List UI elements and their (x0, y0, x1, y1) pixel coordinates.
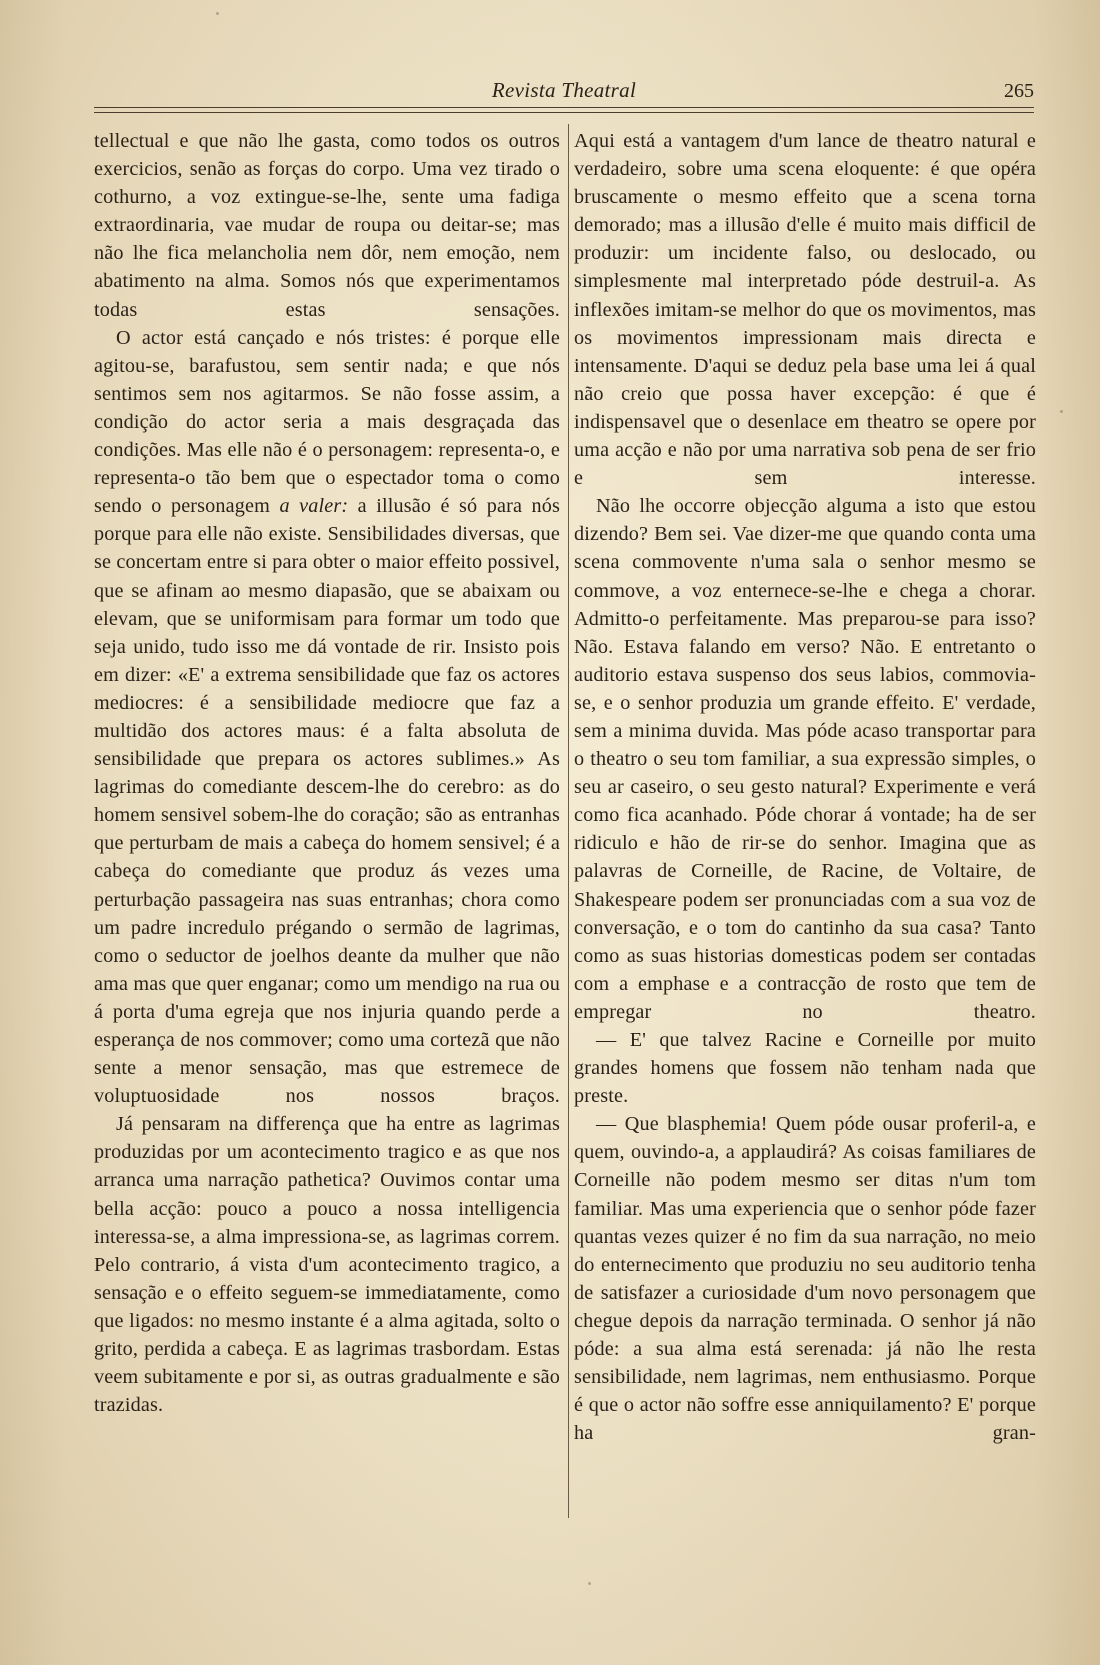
paragraph-right-3: — E' que talvez Racine e Corneille por muito grandes homens que fossem não tenham nada que preste. (574, 1029, 1036, 1108)
column-divider (568, 124, 569, 1518)
paper-speck (588, 1582, 591, 1585)
paragraph-left-2-part-b: a illusão é só para nós porque para elle não existe. Sensibilidades diversas, que se concertam entre si para obter o maior effeito possivel, que se afinam ao mesmo diapasão, que se abaixam ou elevam, que se uniformisam para formar um todo que seja unido, tudo isso me dá vontade de rir. Insisto pois em dizer: «E' a extrema sensibilidade que faz os actores mediocres: é a sensibilidade mediocre que faz a multidão dos actores maus: é a falta absoluta de sensibilidade que prepara os actores sublimes.» As lagrimas do comediante descem-lhe do cerebro: as do homem sensivel sobem-lhe do coração; são as entranhas que perturbam de mais a cabeça do homem sensivel; é a cabeça do comediante que produz ás vezes uma perturbação passageira nas suas entranhas; chora como um padre incredulo prégando o sermão de lagrimas, como o seductor de joelhos deante da mulher que não ama mas que quer enganar; como um mendigo na rua ou á porta d'uma egreja que nos injuria quando perde a esperança de nos commover; como uma cortezã que não sente a menor sensação, mas que estremece de voluptuosidade nos nossos braços. (94, 495, 560, 1108)
paper-speck (1060, 410, 1063, 413)
paragraph-left-2 (94, 324, 560, 1111)
paragraph-left-3: Já pensaram na differença que ha entre as lagrimas produzidas por um acontecimento tragico e as que nos arranca uma narração pathetica? Ouvimos contar uma bella acção: pouco a pouco a nossa intelligencia interessa-se, a alma impressiona-se, as lagrimas correm. Pelo contrario, á vista d'um acontecimento tragico, a sensação e o effeito seguem-se immediatamente, como que ligados: no mesmo instante é a alma agitada, solto o grito, perdida a cabeça. E as lagrimas trasbordam. Estas veem subitamente e por si, as outras gradualmente e são trazidas. (94, 1113, 560, 1417)
paragraph-left-2-part-a: O actor está cançado e nós tristes: é porque elle agitou-se, barafustou, sem sentir nada; e que nós sentimos sem nos agitarmos. Se não fosse assim, a condição do actor seria a mais desgraçada das condições. Mas elle não é o personagem: representa-o, e representa-o tão bem que o espectador toma o como sendo o personagem (94, 326, 560, 518)
right-text-column (574, 127, 1036, 1447)
page-header (94, 78, 1034, 108)
paragraph-right-1: Aqui está a vantagem d'um lance de theatro natural e verdadeiro, sobre uma scena eloquente: é que opéra bruscamente o mesmo effeito que a scena torna demorado; mas a illusão d'elle é muito mais difficil de produzir: um incidente falso, ou deslocado, ou simplesmente mal interpretado póde destruil-a. As inflexões imitam-se melhor do que os movimentos, mas os movimentos impressionam mais directa e intensamente. D'aqui se deduz pela base uma lei á qual não creio que possa haver excepção: é que é indispensavel que o desenlace em theatro se opere por uma acção e não por uma narrativa sob pena de ser frio e sem interesse. (574, 130, 1036, 490)
italic-phrase-a-valer: a valer: (279, 495, 349, 518)
paragraph-right-4: — Que blasphemia! Quem póde ousar proferil-a, e quem, ouvindo-a, a applaudirá? As coisas familiares de Corneille não podem mesmo ser ditas n'um tom familiar. Mas uma experiencia que o senhor póde fazer quantas vezes quizer é no fim da sua narração, no meio do enternecimento que produziu no seu auditorio tenha de satisfazer a curiosidade d'um novo personagem que chegue depois da narração terminada. O senhor já não póde: a sua alma está serenada: já não lhe resta sensibilidade, nem lagrimas, nem enthusiasmo. Porque é que o actor não soffre esse anniquilamento? E' porque ha gran- (574, 1113, 1036, 1445)
header-double-rule (94, 107, 1034, 113)
page-number: 265 (1004, 80, 1034, 102)
paper-speck (216, 12, 219, 15)
left-text-column (94, 127, 560, 1419)
paragraph-left-1: tellectual e que não lhe gasta, como todos os outros exercicios, senão as forças do corpo. Uma vez tirado o cothurno, a voz extingue-se-lhe, sente uma fadiga extraordinaria, vae mudar de roupa ou deitar-se; mas não lhe fica melancholia nem dôr, nem emoção, nem abatimento na alma. Somos nós que experimentamos todas estas sensações. (94, 130, 560, 321)
running-title: Revista Theatral (491, 78, 637, 102)
paragraph-right-2: Não lhe occorre objecção alguma a isto que estou dizendo? Bem sei. Vae dizer-me que quando conta uma scena commovente n'uma sala o senhor mesmo se commove, a voz enternece-se-lhe e chega a chorar. Admitto-o perfeitamente. Mas preparou-se para isso? Não. Estava falando em verso? Não. E entretanto o auditorio estava suspenso dos seus labios, commovia-se, e o senhor produzia um grande effeito. E' verdade, sem a minima duvida. Mas póde acaso transportar para o theatro o seu tom familiar, a sua expressão simples, o seu ar caseiro, o seu gesto natural? Experimente e verá como fica acanhado. Póde chorar á vontade; ha de ser ridiculo e hão de rir-se do senhor. Imagina que as palavras de Corneille, de Racine, de Voltaire, de Shakespeare podem ser pronunciadas com a sua voz de conversação, e o tom do cantinho da sua casa? Tanto como as suas historias domesticas podem ser contadas com a emphase e a contracção de rosto que tem de empregar no theatro. (574, 495, 1036, 1023)
